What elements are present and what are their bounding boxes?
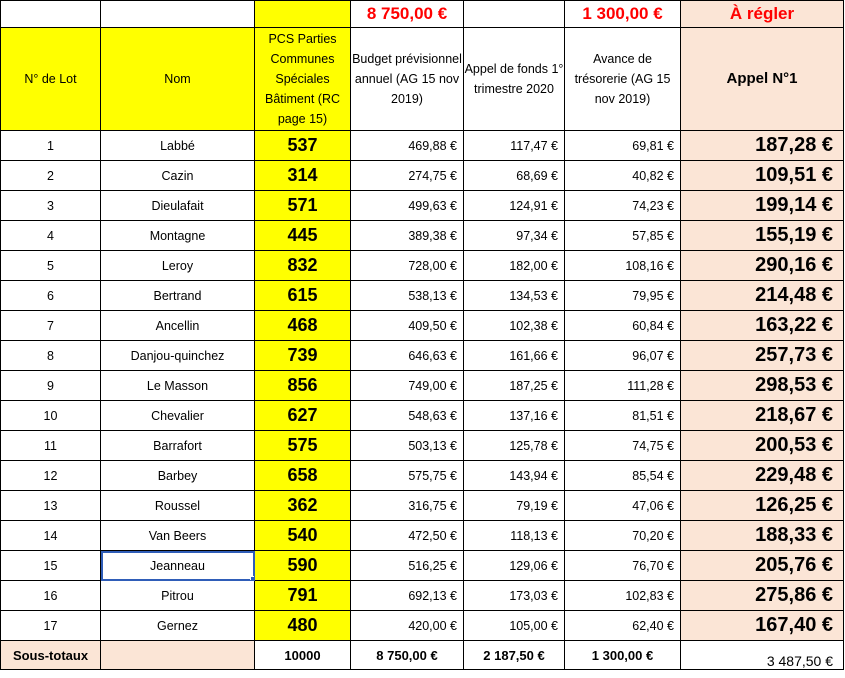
- appel-cell[interactable]: 205,76 €: [681, 551, 844, 581]
- appel-cell[interactable]: 229,48 €: [681, 461, 844, 491]
- budget-cell[interactable]: 499,63 €: [351, 191, 464, 221]
- table-row: [1, 221, 844, 251]
- advance-cell[interactable]: 57,85 €: [565, 221, 681, 251]
- name-cell[interactable]: Roussel: [101, 491, 255, 521]
- fill-handle[interactable]: [250, 576, 255, 581]
- header-pcs[interactable]: PCS Parties Communes Spéciales Bâtiment (RC page 15): [255, 28, 351, 131]
- budget-cell[interactable]: 389,38 €: [351, 221, 464, 251]
- appel-cell[interactable]: 167,40 €: [681, 611, 844, 641]
- appel-cell[interactable]: 298,53 €: [681, 371, 844, 401]
- call-cell[interactable]: 79,19 €: [464, 491, 565, 521]
- totals-budget[interactable]: 8 750,00 €: [351, 641, 464, 670]
- lot-cell[interactable]: 12: [1, 461, 101, 491]
- lot-cell[interactable]: 9: [1, 371, 101, 401]
- budget-cell[interactable]: 420,00 €: [351, 611, 464, 641]
- lot-cell[interactable]: 17: [1, 611, 101, 641]
- advance-cell[interactable]: 62,40 €: [565, 611, 681, 641]
- name-cell[interactable]: Danjou-quinchez: [101, 341, 255, 371]
- name-cell[interactable]: Le Masson: [101, 371, 255, 401]
- pcs-cell[interactable]: 590: [255, 551, 351, 581]
- budget-cell[interactable]: 469,88 €: [351, 131, 464, 161]
- table-row: [1, 311, 844, 341]
- advance-cell[interactable]: 85,54 €: [565, 461, 681, 491]
- appel-cell[interactable]: 188,33 €: [681, 521, 844, 551]
- header-budget[interactable]: Budget prévisionnel annuel (AG 15 nov 2019): [351, 28, 464, 131]
- budget-total-cell[interactable]: 8 750,00 €: [351, 1, 464, 28]
- advance-cell[interactable]: 102,83 €: [565, 581, 681, 611]
- header-call[interactable]: Appel de fonds 1° trimestre 2020: [464, 28, 565, 131]
- table-row: [1, 161, 844, 191]
- top-cell[interactable]: [255, 1, 351, 28]
- name-cell[interactable]: Leroy: [101, 251, 255, 281]
- totals-row: [1, 641, 844, 670]
- call-cell[interactable]: 161,66 €: [464, 341, 565, 371]
- header-appel[interactable]: Appel N°1: [681, 28, 844, 131]
- name-cell[interactable]: Gernez: [101, 611, 255, 641]
- appel-cell[interactable]: 163,22 €: [681, 311, 844, 341]
- advance-cell[interactable]: 96,07 €: [565, 341, 681, 371]
- totals-call[interactable]: 2 187,50 €: [464, 641, 565, 670]
- advance-cell[interactable]: 69,81 €: [565, 131, 681, 161]
- pcs-cell[interactable]: 540: [255, 521, 351, 551]
- pcs-cell[interactable]: 658: [255, 461, 351, 491]
- call-cell[interactable]: 68,69 €: [464, 161, 565, 191]
- appel-cell[interactable]: 218,67 €: [681, 401, 844, 431]
- call-cell[interactable]: 173,03 €: [464, 581, 565, 611]
- call-cell[interactable]: 102,38 €: [464, 311, 565, 341]
- call-cell[interactable]: 105,00 €: [464, 611, 565, 641]
- lot-cell[interactable]: 10: [1, 401, 101, 431]
- table-row: [1, 461, 844, 491]
- totals-appel[interactable]: 3 487,50 €: [681, 641, 844, 670]
- table-row: [1, 401, 844, 431]
- advance-total-cell[interactable]: 1 300,00 €: [565, 1, 681, 28]
- selected-cell-text: Jeanneau: [150, 558, 205, 573]
- advance-cell[interactable]: 111,28 €: [565, 371, 681, 401]
- lot-cell[interactable]: 14: [1, 521, 101, 551]
- call-cell[interactable]: 182,00 €: [464, 251, 565, 281]
- name-cell[interactable]: Barrafort: [101, 431, 255, 461]
- appel-cell[interactable]: 155,19 €: [681, 221, 844, 251]
- name-cell[interactable]: Cazin: [101, 161, 255, 191]
- budget-cell[interactable]: 646,63 €: [351, 341, 464, 371]
- pcs-cell[interactable]: 362: [255, 491, 351, 521]
- data-rows: [1, 131, 844, 641]
- budget-cell[interactable]: 316,75 €: [351, 491, 464, 521]
- pcs-cell[interactable]: 468: [255, 311, 351, 341]
- totals-advance[interactable]: 1 300,00 €: [565, 641, 681, 670]
- pcs-cell[interactable]: 856: [255, 371, 351, 401]
- lot-cell[interactable]: 7: [1, 311, 101, 341]
- advance-cell[interactable]: 40,82 €: [565, 161, 681, 191]
- name-cell[interactable]: Bertrand: [101, 281, 255, 311]
- lot-cell[interactable]: 5: [1, 251, 101, 281]
- selected-cell[interactable]: [101, 551, 255, 581]
- pcs-cell[interactable]: 832: [255, 251, 351, 281]
- appel-cell[interactable]: 275,86 €: [681, 581, 844, 611]
- totals-label[interactable]: Sous-totaux: [1, 641, 101, 670]
- table-row: [1, 491, 844, 521]
- pcs-cell[interactable]: 480: [255, 611, 351, 641]
- table-row: [1, 611, 844, 641]
- name-cell[interactable]: Barbey: [101, 461, 255, 491]
- pcs-cell[interactable]: 537: [255, 131, 351, 161]
- top-row: [1, 1, 844, 28]
- pcs-cell[interactable]: 791: [255, 581, 351, 611]
- advance-cell[interactable]: 108,16 €: [565, 251, 681, 281]
- budget-cell[interactable]: 749,00 €: [351, 371, 464, 401]
- name-cell[interactable]: Ancellin: [101, 311, 255, 341]
- call-cell[interactable]: 125,78 €: [464, 431, 565, 461]
- lot-cell[interactable]: 2: [1, 161, 101, 191]
- budget-cell[interactable]: 516,25 €: [351, 551, 464, 581]
- budget-cell[interactable]: 692,13 €: [351, 581, 464, 611]
- advance-cell[interactable]: 76,70 €: [565, 551, 681, 581]
- pcs-cell[interactable]: 314: [255, 161, 351, 191]
- name-cell[interactable]: Pitrou: [101, 581, 255, 611]
- pcs-cell[interactable]: 445: [255, 221, 351, 251]
- call-cell[interactable]: 134,53 €: [464, 281, 565, 311]
- appel-cell[interactable]: 187,28 €: [681, 131, 844, 161]
- table-row: [1, 281, 844, 311]
- budget-cell[interactable]: 728,00 €: [351, 251, 464, 281]
- pcs-cell[interactable]: 571: [255, 191, 351, 221]
- advance-cell[interactable]: 47,06 €: [565, 491, 681, 521]
- advance-cell[interactable]: 79,95 €: [565, 281, 681, 311]
- table-row: [1, 191, 844, 221]
- table-row: [1, 371, 844, 401]
- name-cell[interactable]: Dieulafait: [101, 191, 255, 221]
- call-cell[interactable]: 187,25 €: [464, 371, 565, 401]
- advance-cell[interactable]: 60,84 €: [565, 311, 681, 341]
- totals-empty[interactable]: [101, 641, 255, 670]
- header-row: [1, 28, 844, 131]
- table-row: [1, 521, 844, 551]
- lot-cell[interactable]: 11: [1, 431, 101, 461]
- call-cell[interactable]: 118,13 €: [464, 521, 565, 551]
- appel-cell[interactable]: 109,51 €: [681, 161, 844, 191]
- budget-cell[interactable]: 575,75 €: [351, 461, 464, 491]
- top-cell[interactable]: [464, 1, 565, 28]
- top-cell[interactable]: [1, 1, 101, 28]
- appel-cell[interactable]: 257,73 €: [681, 341, 844, 371]
- call-cell[interactable]: 124,91 €: [464, 191, 565, 221]
- call-cell[interactable]: 117,47 €: [464, 131, 565, 161]
- budget-cell[interactable]: 548,63 €: [351, 401, 464, 431]
- appel-cell[interactable]: 126,25 €: [681, 491, 844, 521]
- top-cell[interactable]: [101, 1, 255, 28]
- budget-cell[interactable]: 472,50 €: [351, 521, 464, 551]
- header-advance[interactable]: Avance de trésorerie (AG 15 nov 2019): [565, 28, 681, 131]
- advance-cell[interactable]: 81,51 €: [565, 401, 681, 431]
- call-cell[interactable]: 129,06 €: [464, 551, 565, 581]
- advance-cell[interactable]: 74,75 €: [565, 431, 681, 461]
- call-cell[interactable]: 97,34 €: [464, 221, 565, 251]
- name-cell[interactable]: Montagne: [101, 221, 255, 251]
- pcs-cell[interactable]: 739: [255, 341, 351, 371]
- call-cell[interactable]: 143,94 €: [464, 461, 565, 491]
- lot-cell[interactable]: 4: [1, 221, 101, 251]
- lot-cell[interactable]: 6: [1, 281, 101, 311]
- lot-cell[interactable]: 15: [1, 551, 101, 581]
- appel-cell[interactable]: 214,48 €: [681, 281, 844, 311]
- budget-cell[interactable]: 538,13 €: [351, 281, 464, 311]
- appel-cell[interactable]: 200,53 €: [681, 431, 844, 461]
- budget-cell[interactable]: 503,13 €: [351, 431, 464, 461]
- name-cell[interactable]: Chevalier: [101, 401, 255, 431]
- advance-cell[interactable]: 70,20 €: [565, 521, 681, 551]
- table-row: [1, 251, 844, 281]
- advance-cell[interactable]: 74,23 €: [565, 191, 681, 221]
- table-row: [1, 341, 844, 371]
- pcs-cell[interactable]: 627: [255, 401, 351, 431]
- table-row: [1, 551, 844, 581]
- header-name[interactable]: Nom: [101, 28, 255, 131]
- appel-cell[interactable]: 290,16 €: [681, 251, 844, 281]
- name-cell[interactable]: Labbé: [101, 131, 255, 161]
- call-cell[interactable]: 137,16 €: [464, 401, 565, 431]
- lot-cell[interactable]: 3: [1, 191, 101, 221]
- lot-cell[interactable]: 16: [1, 581, 101, 611]
- lot-cell[interactable]: 13: [1, 491, 101, 521]
- budget-cell[interactable]: 409,50 €: [351, 311, 464, 341]
- name-cell[interactable]: Van Beers: [101, 521, 255, 551]
- table-row: [1, 131, 844, 161]
- appel-cell[interactable]: 199,14 €: [681, 191, 844, 221]
- to-pay-cell[interactable]: À régler: [681, 1, 844, 28]
- pcs-cell[interactable]: 615: [255, 281, 351, 311]
- lot-cell[interactable]: 8: [1, 341, 101, 371]
- totals-pcs[interactable]: 10000: [255, 641, 351, 670]
- budget-cell[interactable]: 274,75 €: [351, 161, 464, 191]
- table-row: [1, 581, 844, 611]
- pcs-cell[interactable]: 575: [255, 431, 351, 461]
- table-row: [1, 431, 844, 461]
- header-lot[interactable]: N° de Lot: [1, 28, 101, 131]
- lot-cell[interactable]: 1: [1, 131, 101, 161]
